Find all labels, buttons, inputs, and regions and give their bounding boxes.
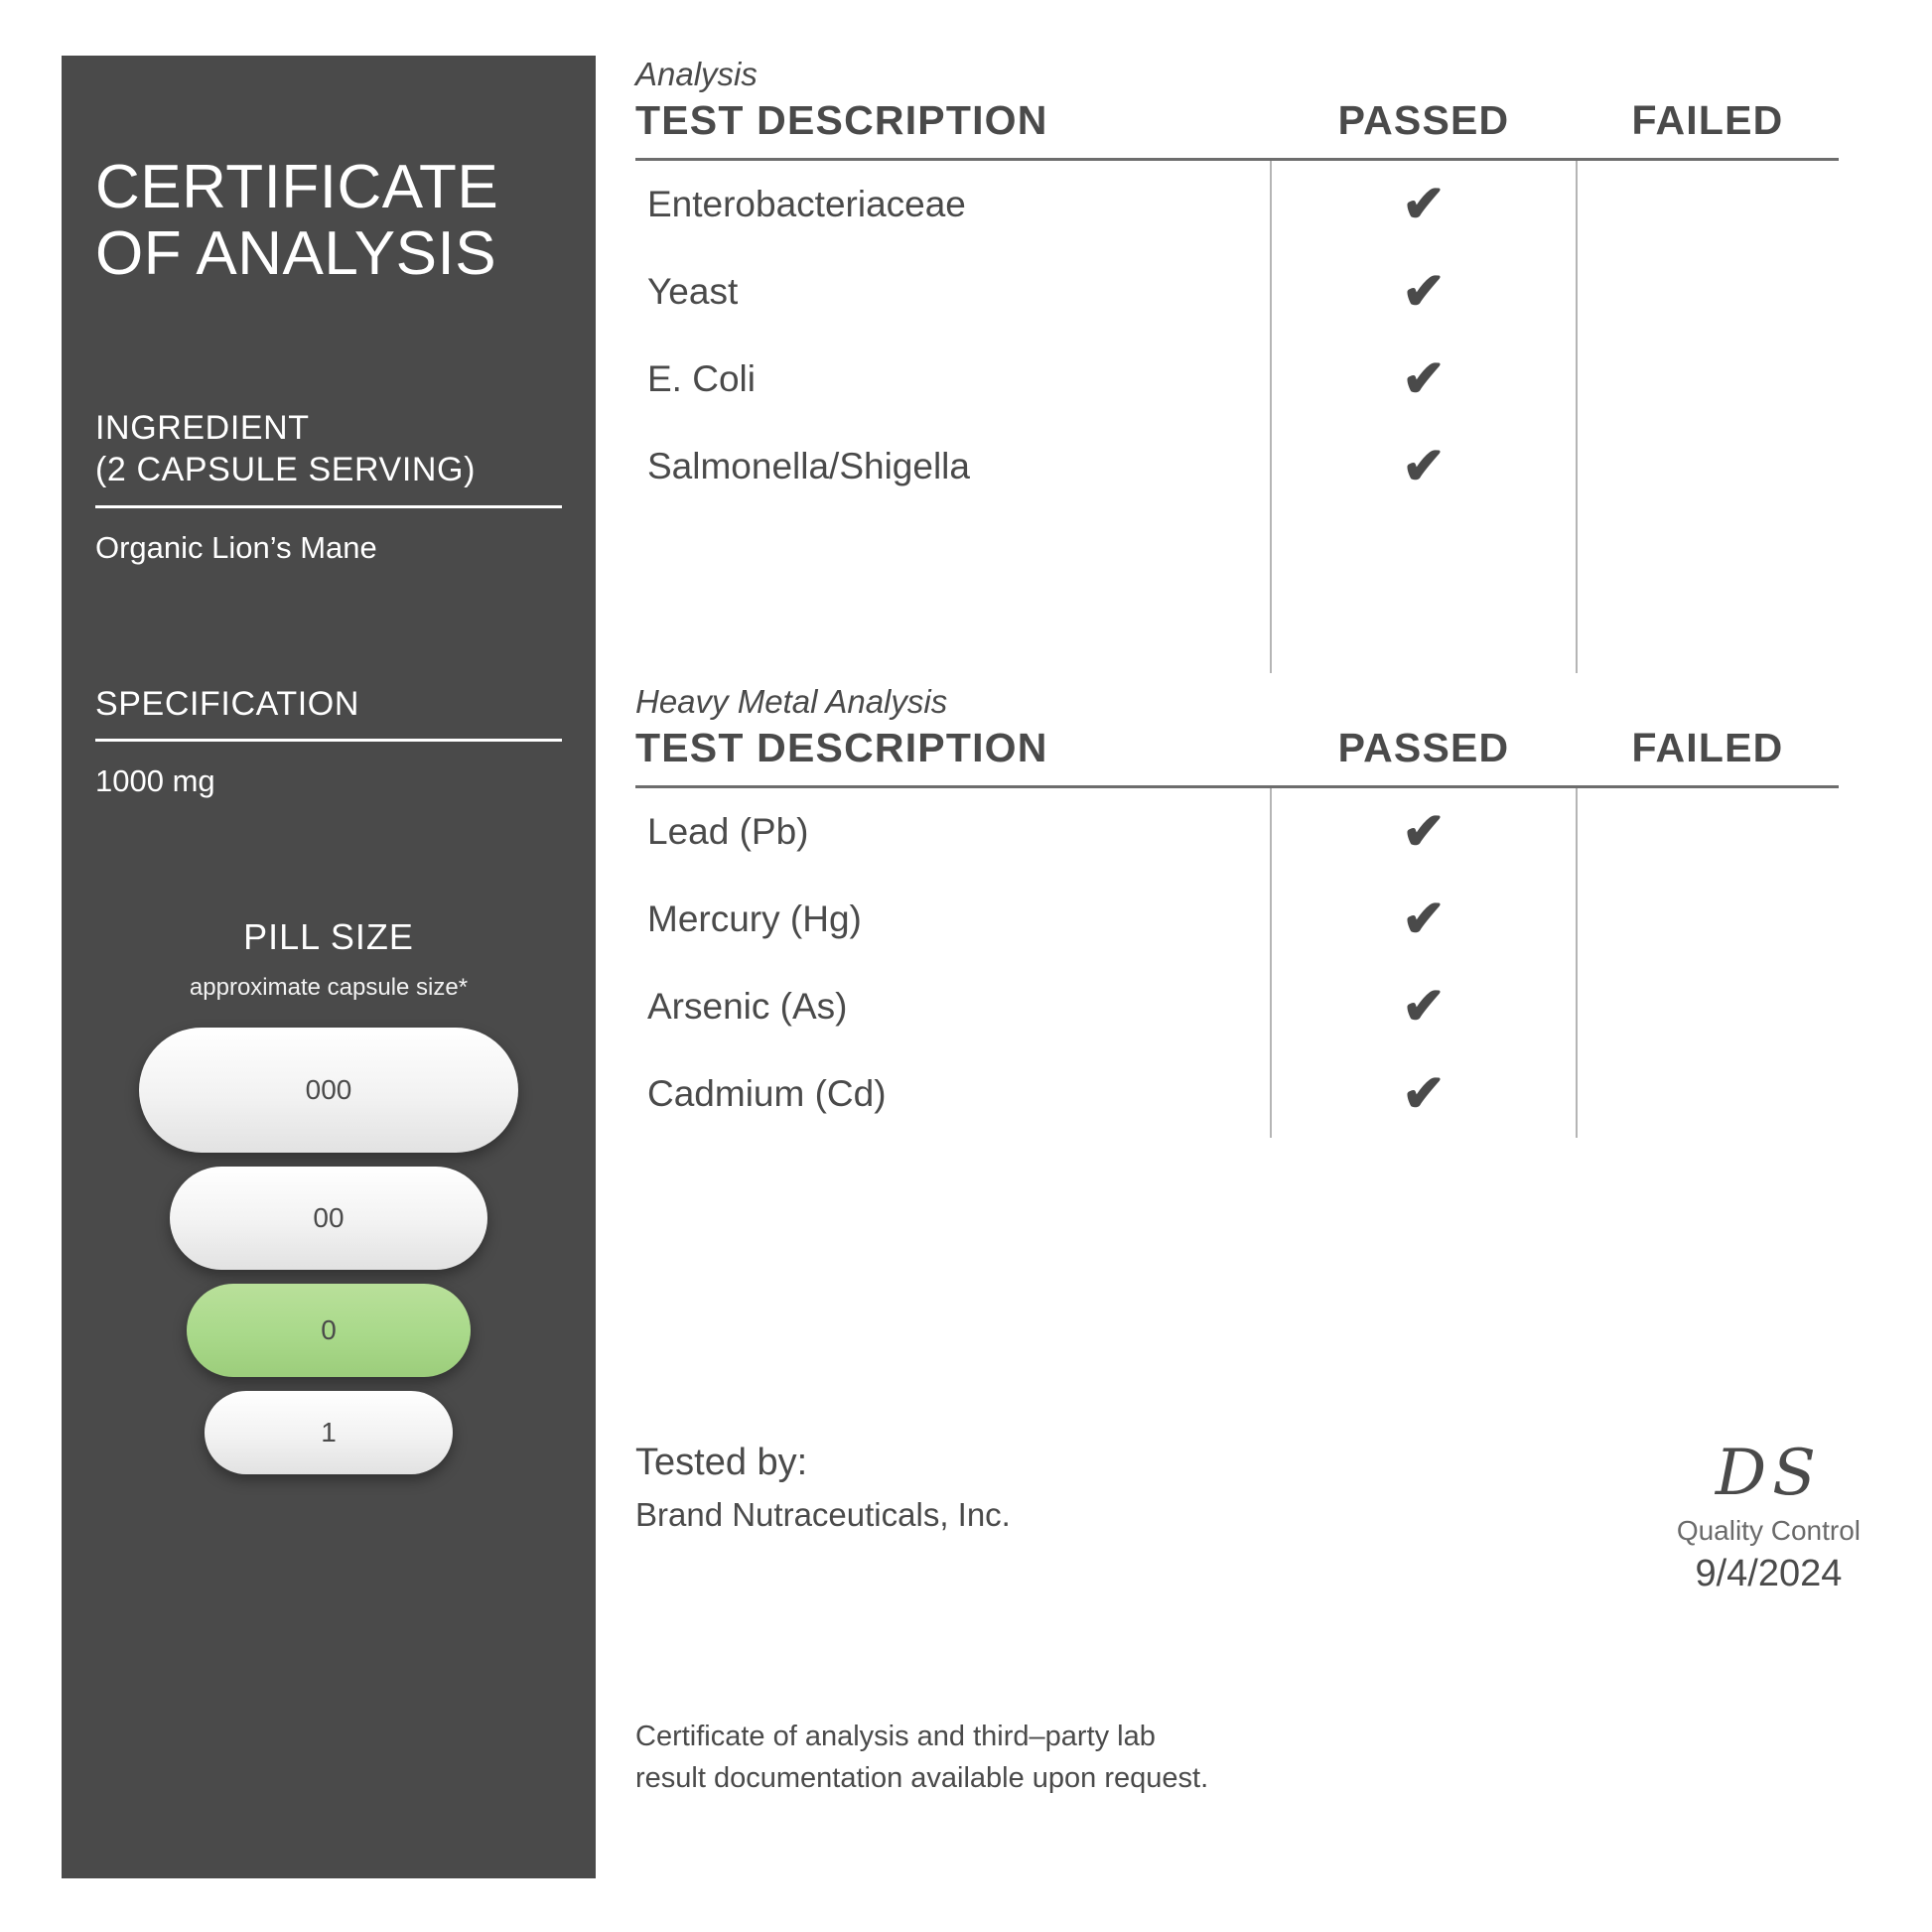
heavy-metal-section-kicker: Heavy Metal Analysis [635, 683, 948, 720]
check-icon: ✔ [1402, 978, 1446, 1035]
check-icon: ✔ [1402, 1065, 1446, 1123]
heavy-metal-row-1-failed [1577, 876, 1839, 963]
analysis-row-3-failed [1577, 423, 1839, 510]
sidebar-panel [62, 56, 596, 1878]
ingredient-value: Organic Lion’s Mane [95, 529, 377, 565]
main-content [635, 56, 1866, 1138]
pill-option-1[interactable] [205, 1391, 453, 1474]
disclaimer-line2: result documentation available upon request. [635, 1762, 1209, 1795]
ingredient-divider [95, 505, 562, 508]
spacer-cell [635, 510, 1271, 673]
table-row [635, 1050, 1839, 1138]
heavy-metal-row-2-passed [1271, 963, 1577, 1050]
analysis-row-1-name: Yeast [647, 271, 739, 312]
pill-option-00-label: 00 [313, 1202, 345, 1234]
analysis-col-passed: PASSED [1271, 97, 1577, 160]
disclaimer-text [635, 1716, 1529, 1799]
analysis-row-2-passed [1271, 336, 1577, 423]
analysis-row-3-passed [1271, 423, 1577, 510]
heavy-metal-row-2-failed [1577, 963, 1839, 1050]
pill-size-title: PILL SIZE [243, 916, 414, 958]
spacer-cell-failed [1577, 510, 1839, 673]
heavy-metal-row-0-passed [1271, 787, 1577, 877]
tested-by-block [635, 1442, 1011, 1534]
analysis-row-0-failed [1577, 160, 1839, 249]
signature-role: Quality Control [1676, 1515, 1861, 1546]
page-title-line2: OF ANALYSIS [95, 218, 497, 288]
heavy-metal-row-0-failed [1577, 787, 1839, 877]
heavy-metal-table-header-row [635, 725, 1839, 787]
heavy-metal-col-failed: FAILED [1577, 725, 1839, 787]
heavy-metal-col-passed: PASSED [1271, 725, 1577, 787]
heavy-metal-row-1-passed [1271, 876, 1577, 963]
heavy-metal-col-description: TEST DESCRIPTION [635, 725, 1271, 787]
pill-option-0-label: 0 [321, 1314, 337, 1346]
tested-by-company: Brand Nutraceuticals, Inc. [635, 1496, 1011, 1533]
signature-initials: DS [1715, 1437, 1822, 1510]
analysis-row-2-name: E. Coli [647, 358, 756, 399]
check-icon: ✔ [1402, 438, 1446, 495]
heavy-metal-row-3-name: Cadmium (Cd) [647, 1073, 887, 1114]
heavy-metal-row-2-name: Arsenic (As) [647, 986, 848, 1027]
analysis-row-2-failed [1577, 336, 1839, 423]
check-icon: ✔ [1402, 263, 1446, 321]
pill-option-000-label: 000 [305, 1074, 352, 1106]
disclaimer-line1: Certificate of analysis and third–party lab [635, 1721, 1156, 1752]
pill-option-0-selected[interactable] [187, 1284, 471, 1377]
page-title [95, 155, 562, 288]
table-spacer-row [635, 510, 1839, 673]
heavy-metal-row-3-failed [1577, 1050, 1839, 1138]
footer-row [635, 1437, 1866, 1595]
signature-date: 9/4/2024 [1695, 1553, 1843, 1594]
table-row [635, 160, 1839, 249]
check-icon: ✔ [1402, 803, 1446, 861]
analysis-row-0-name: Enterobacteriaceae [647, 184, 966, 224]
pill-option-000[interactable] [139, 1028, 518, 1153]
analysis-row-1-failed [1577, 248, 1839, 336]
analysis-row-1-passed [1271, 248, 1577, 336]
heavy-metal-table [635, 725, 1839, 1138]
analysis-section-kicker: Analysis [635, 56, 758, 92]
table-row [635, 876, 1839, 963]
analysis-row-0-passed [1271, 160, 1577, 249]
analysis-col-failed: FAILED [1577, 97, 1839, 160]
analysis-table [635, 97, 1839, 673]
table-row [635, 336, 1839, 423]
ingredient-label-line1: INGREDIENT [95, 408, 310, 447]
table-row [635, 787, 1839, 877]
check-icon: ✔ [1402, 891, 1446, 948]
heavy-metal-row-0-name: Lead (Pb) [647, 811, 809, 852]
analysis-table-header-row [635, 97, 1839, 160]
table-row [635, 423, 1839, 510]
specification-label: SPECIFICATION [95, 684, 359, 723]
spacer-cell-passed [1271, 510, 1577, 673]
heavy-metal-row-3-passed [1271, 1050, 1577, 1138]
signature-block [1676, 1437, 1866, 1595]
table-row [635, 963, 1839, 1050]
ingredient-label-line2: (2 CAPSULE SERVING) [95, 451, 476, 489]
heavy-metal-row-1-name: Mercury (Hg) [647, 898, 862, 939]
pill-option-1-label: 1 [321, 1417, 337, 1449]
page-title-line1: CERTIFICATE [95, 153, 499, 221]
tested-by-label: Tested by: [635, 1442, 808, 1483]
pill-size-subtitle: approximate capsule size* [189, 974, 469, 1002]
pill-size-options [95, 1028, 562, 1488]
specification-value: 1000 mg [95, 763, 215, 799]
specification-divider [95, 739, 562, 742]
pill-option-00[interactable] [170, 1167, 487, 1270]
check-icon: ✔ [1402, 176, 1446, 233]
analysis-row-3-name: Salmonella/Shigella [647, 446, 970, 486]
analysis-col-description: TEST DESCRIPTION [635, 97, 1271, 160]
ingredient-label [95, 407, 562, 491]
table-row [635, 248, 1839, 336]
check-icon: ✔ [1402, 350, 1446, 408]
